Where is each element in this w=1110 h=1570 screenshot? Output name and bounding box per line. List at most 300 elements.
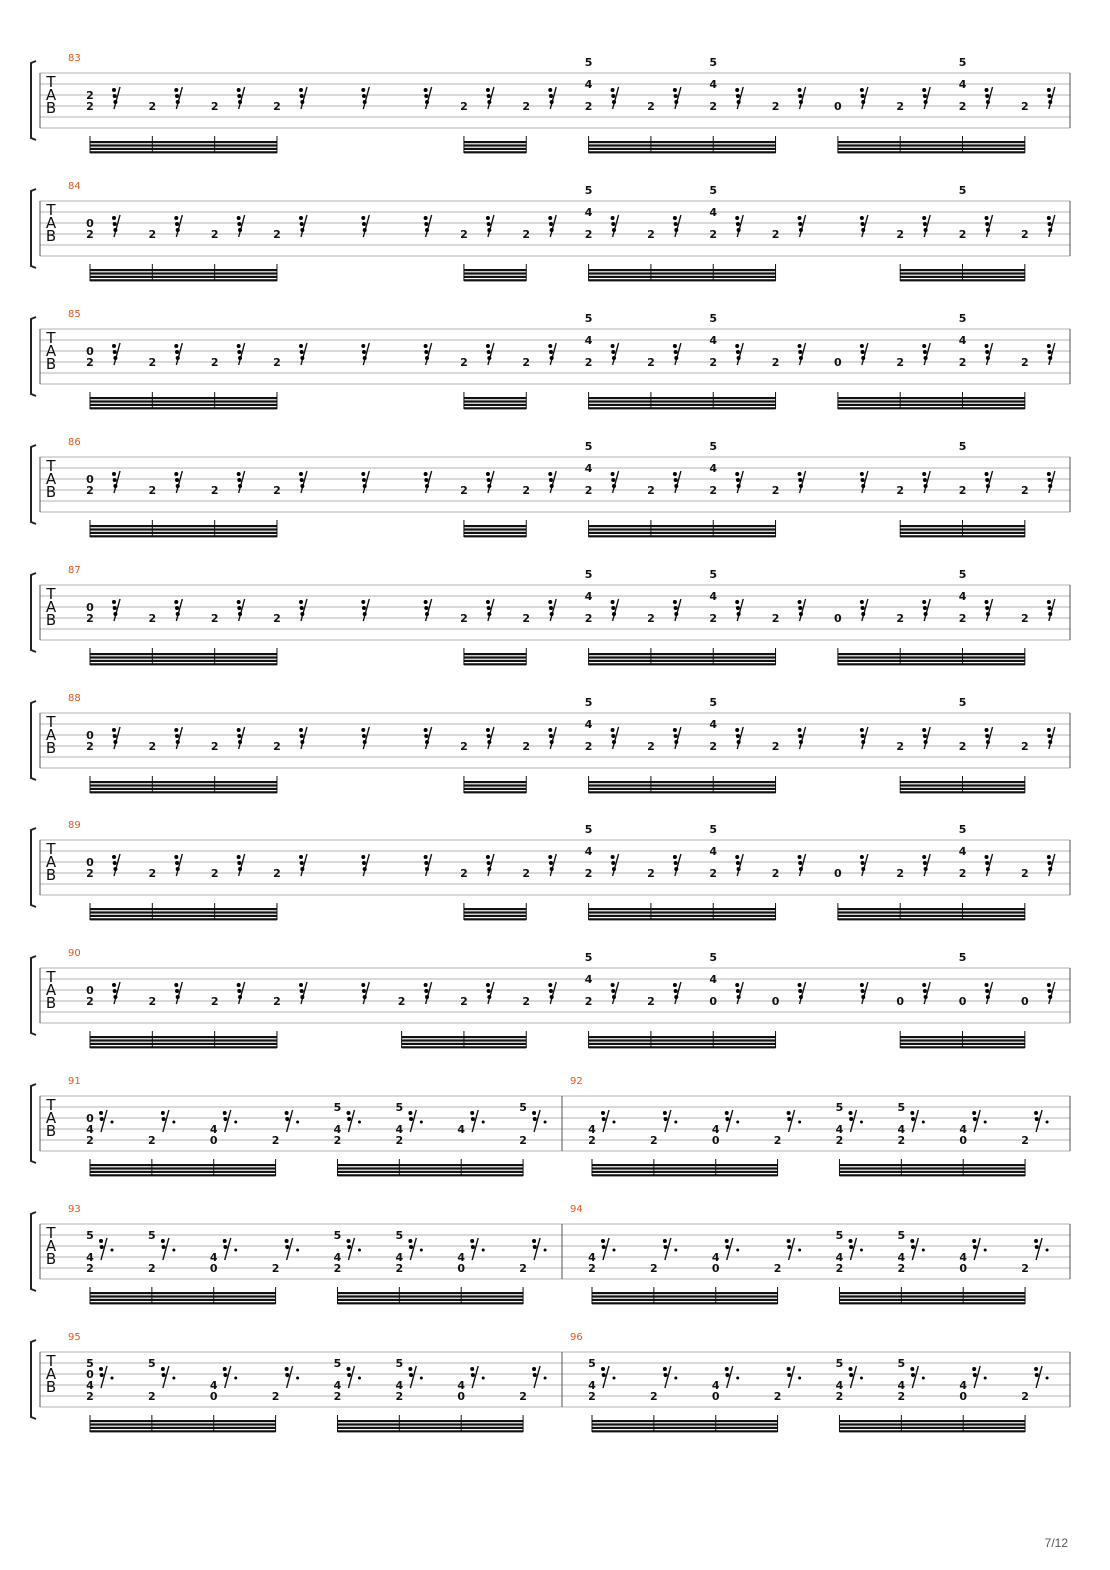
tab-system	[31, 181, 1070, 281]
beam	[589, 397, 776, 399]
tab-clef-letter: B	[45, 1250, 57, 1268]
beam	[90, 1427, 276, 1429]
fret-number: 2	[773, 1390, 782, 1403]
beam	[592, 1174, 778, 1176]
fret-number: 2	[709, 356, 718, 369]
fret-number: 4	[457, 1251, 466, 1264]
fret-number: 2	[148, 867, 157, 880]
fret-number: 5	[148, 1357, 156, 1370]
beam	[90, 911, 277, 913]
beam	[90, 528, 277, 530]
fret-number: 2	[273, 995, 281, 1008]
beam	[900, 272, 1025, 274]
fret-number: 2	[395, 1262, 404, 1275]
fret-number: 2	[273, 100, 281, 113]
tab-clef-letter: T	[46, 73, 56, 91]
beam	[839, 1167, 1025, 1169]
fret-number: 2	[1021, 1134, 1029, 1147]
fret-number: 2	[709, 484, 718, 497]
fret-number: 0	[834, 100, 842, 113]
beam	[592, 1164, 778, 1166]
fret-number: 4	[709, 718, 718, 731]
fret-number: 2	[709, 228, 718, 241]
fret-number: 2	[460, 995, 468, 1008]
fret-number: 0	[834, 612, 842, 625]
beam	[90, 525, 277, 527]
fret-number: 2	[522, 995, 531, 1008]
fret-number: 4	[709, 334, 718, 347]
measure-number: 95	[68, 1332, 81, 1343]
fret-number: 2	[647, 484, 655, 497]
fret-number: 4	[209, 1379, 218, 1392]
fret-number: 4	[584, 334, 593, 347]
fret-number: 2	[1021, 228, 1029, 241]
tab-clef-letter: T	[46, 840, 56, 858]
fret-number: 2	[835, 1134, 844, 1147]
beam	[838, 400, 1025, 402]
fret-number: 2	[86, 1134, 94, 1147]
fret-number: 5	[709, 568, 718, 581]
beam	[464, 908, 526, 910]
tab-clef-letter: A	[45, 214, 57, 232]
beam	[839, 1299, 1025, 1301]
fret-number: 4	[457, 1123, 466, 1136]
fret-number: 4	[958, 590, 967, 603]
fret-number: 2	[650, 1134, 658, 1147]
fret-number: 2	[958, 612, 967, 625]
beam	[90, 1420, 276, 1422]
beam	[839, 1427, 1025, 1429]
fret-number: 4	[711, 1379, 720, 1392]
tab-clef-letter: T	[46, 201, 56, 219]
beam	[464, 781, 526, 783]
fret-number: 4	[209, 1123, 218, 1136]
beam	[90, 791, 277, 793]
fret-number: 2	[522, 740, 531, 753]
fret-number: 5	[958, 56, 967, 69]
tab-clef-letter: A	[45, 342, 57, 360]
beam	[337, 1299, 523, 1301]
fret-number: 2	[210, 740, 219, 753]
fret-number: 2	[896, 740, 905, 753]
fret-number: 2	[210, 612, 219, 625]
fret-number: 2	[584, 740, 593, 753]
fret-number: 5	[584, 56, 593, 69]
tab-system	[31, 1076, 1070, 1176]
fret-number: 2	[588, 1390, 596, 1403]
fret-number: 2	[647, 867, 655, 880]
fret-number: 4	[584, 973, 593, 986]
fret-number: 2	[148, 995, 157, 1008]
fret-number: 2	[86, 484, 94, 497]
beam	[589, 528, 776, 530]
beam	[589, 781, 776, 783]
beam	[90, 656, 277, 658]
beam	[337, 1302, 523, 1304]
measure-number: 86	[68, 437, 81, 448]
beam	[589, 532, 776, 534]
fret-number: 2	[584, 995, 593, 1008]
fret-number: 0	[896, 995, 905, 1008]
fret-number: 2	[397, 995, 406, 1008]
beam	[90, 781, 277, 783]
fret-number: 4	[588, 1379, 596, 1392]
fret-number: 2	[271, 1134, 280, 1147]
fret-number: 2	[519, 1390, 527, 1403]
beam	[90, 918, 277, 920]
fret-number: 5	[395, 1357, 404, 1370]
beam	[90, 148, 277, 150]
beam	[464, 276, 526, 278]
fret-number: 2	[896, 612, 905, 625]
fret-number: 2	[773, 1134, 782, 1147]
tab-clef-letter: T	[46, 713, 56, 731]
beam	[589, 279, 776, 281]
fret-number: 4	[584, 590, 593, 603]
fret-number: 5	[709, 440, 718, 453]
fret-number: 5	[584, 696, 593, 709]
fret-number: 2	[896, 100, 905, 113]
beam	[337, 1423, 523, 1425]
fret-number: 5	[395, 1101, 404, 1114]
system-bracket	[31, 189, 36, 268]
measure-number: 93	[68, 1204, 81, 1215]
beam	[464, 269, 526, 271]
beam	[90, 144, 277, 146]
fret-number: 5	[958, 823, 967, 836]
fret-number: 2	[835, 1390, 844, 1403]
beam	[90, 1039, 277, 1041]
beam	[402, 1043, 527, 1045]
fret-number: 2	[148, 356, 157, 369]
beam	[592, 1427, 778, 1429]
beam	[839, 1174, 1025, 1176]
fret-number: 2	[647, 356, 655, 369]
fret-number: 2	[210, 995, 219, 1008]
fret-number: 2	[897, 1262, 906, 1275]
beam	[464, 272, 526, 274]
fret-number: 2	[958, 867, 967, 880]
tab-clef-letter: T	[46, 329, 56, 347]
tab-clef-letter: T	[46, 1352, 56, 1370]
fret-number: 2	[460, 228, 468, 241]
fret-number: 5	[86, 1357, 94, 1370]
beam	[464, 788, 526, 790]
fret-number: 4	[584, 78, 593, 91]
fret-number: 2	[86, 1262, 94, 1275]
beam	[838, 915, 1025, 917]
fret-number: 0	[958, 995, 967, 1008]
fret-number: 2	[835, 1262, 844, 1275]
system-bracket	[31, 61, 36, 140]
fret-number: 5	[958, 696, 967, 709]
fret-number: 2	[958, 100, 967, 113]
tab-clef-letter: A	[45, 470, 57, 488]
fret-number: 0	[711, 1134, 720, 1147]
fret-number: 4	[395, 1379, 404, 1392]
beam	[90, 1430, 276, 1432]
fret-number: 2	[647, 740, 655, 753]
fret-number: 2	[709, 867, 718, 880]
fret-number: 2	[1021, 100, 1029, 113]
beam	[464, 144, 526, 146]
beam	[464, 532, 526, 534]
fret-number: 4	[333, 1123, 342, 1136]
fret-number: 2	[519, 1262, 527, 1275]
fret-number: 5	[709, 823, 718, 836]
tab-clef-letter: B	[45, 1378, 57, 1396]
beam	[464, 915, 526, 917]
beam	[839, 1430, 1025, 1432]
fret-number: 4	[588, 1123, 596, 1136]
fret-number: 4	[897, 1379, 906, 1392]
beam	[337, 1171, 523, 1173]
beam	[900, 532, 1025, 534]
beam	[337, 1420, 523, 1422]
fret-number: 5	[584, 312, 593, 325]
fret-number: 4	[959, 1251, 968, 1264]
fret-number: 2	[1021, 1390, 1029, 1403]
fret-number: 5	[519, 1101, 527, 1114]
fret-number: 5	[709, 56, 718, 69]
fret-number: 0	[86, 217, 94, 230]
tab-clef-letter: A	[45, 86, 57, 104]
tab-system	[31, 693, 1070, 793]
beam	[838, 663, 1025, 665]
fret-number: 4	[835, 1379, 844, 1392]
beam	[90, 1164, 276, 1166]
tab-clef-letter: B	[45, 483, 57, 501]
fret-number: 4	[709, 845, 718, 858]
fret-number: 0	[209, 1390, 218, 1403]
fret-number: 5	[835, 1229, 844, 1242]
beam	[838, 407, 1025, 409]
fret-number: 2	[647, 612, 655, 625]
fret-number: 2	[588, 1134, 596, 1147]
fret-number: 2	[958, 740, 967, 753]
fret-number: 5	[148, 1229, 156, 1242]
tab-clef-letter: A	[45, 853, 57, 871]
fret-number: 2	[271, 1262, 280, 1275]
beam	[838, 144, 1025, 146]
fret-number: 5	[584, 823, 593, 836]
beam	[589, 918, 776, 920]
fret-number: 4	[584, 462, 593, 475]
fret-number: 2	[773, 1262, 782, 1275]
beam	[589, 911, 776, 913]
fret-number: 2	[148, 100, 157, 113]
fret-number: 0	[86, 473, 94, 486]
fret-number: 2	[522, 100, 531, 113]
system-bracket	[31, 956, 36, 1035]
fret-number: 2	[584, 100, 593, 113]
tab-system	[31, 1204, 1070, 1304]
beam	[838, 404, 1025, 406]
fret-number: 2	[86, 612, 94, 625]
fret-number: 2	[584, 484, 593, 497]
fret-number: 0	[86, 345, 94, 358]
fret-number: 4	[86, 1251, 94, 1264]
fret-number: 2	[86, 740, 94, 753]
fret-number: 2	[273, 228, 281, 241]
beam	[589, 276, 776, 278]
beam	[589, 269, 776, 271]
fret-number: 2	[522, 867, 531, 880]
measure-number: 94	[570, 1204, 583, 1215]
fret-number: 4	[709, 78, 718, 91]
beam	[589, 663, 776, 665]
beam	[900, 276, 1025, 278]
fret-number: 2	[86, 1390, 94, 1403]
beam	[589, 908, 776, 910]
beam	[589, 148, 776, 150]
fret-number: 2	[210, 867, 219, 880]
fret-number: 2	[588, 1262, 596, 1275]
beam	[464, 663, 526, 665]
fret-number: 4	[333, 1251, 342, 1264]
fret-number: 2	[273, 612, 281, 625]
fret-number: 4	[835, 1251, 844, 1264]
measure-number: 85	[68, 309, 81, 320]
beam	[90, 279, 277, 281]
tab-clef-letter: T	[46, 1096, 56, 1114]
beam	[838, 911, 1025, 913]
fret-number: 2	[709, 612, 718, 625]
fret-number: 4	[395, 1123, 404, 1136]
tab-clef-letter: T	[46, 457, 56, 475]
fret-number: 4	[709, 206, 718, 219]
tab-clef-letter: B	[45, 866, 57, 884]
beam	[464, 660, 526, 662]
fret-number: 5	[709, 184, 718, 197]
fret-number: 2	[86, 100, 94, 113]
measure-number: 83	[68, 53, 81, 64]
system-bracket	[31, 317, 36, 396]
fret-number: 5	[835, 1101, 844, 1114]
fret-number: 2	[86, 995, 94, 1008]
fret-number: 2	[333, 1390, 342, 1403]
beam	[592, 1423, 778, 1425]
fret-number: 2	[771, 867, 780, 880]
beam	[839, 1292, 1025, 1294]
beam	[90, 407, 277, 409]
beam	[589, 144, 776, 146]
beam	[464, 148, 526, 150]
fret-number: 5	[709, 951, 718, 964]
fret-number: 0	[209, 1134, 218, 1147]
tab-clef-letter: A	[45, 598, 57, 616]
fret-number: 2	[650, 1390, 658, 1403]
beam	[90, 784, 277, 786]
beam	[464, 653, 526, 655]
fret-number: 2	[273, 867, 281, 880]
fret-number: 2	[896, 484, 905, 497]
fret-number: 4	[958, 78, 967, 91]
fret-number: 2	[584, 356, 593, 369]
fret-number: 2	[210, 484, 219, 497]
fret-number: 2	[958, 356, 967, 369]
fret-number: 2	[958, 484, 967, 497]
fret-number: 2	[771, 612, 780, 625]
measure-number: 89	[68, 820, 81, 831]
beam	[838, 660, 1025, 662]
fret-number: 2	[522, 228, 531, 241]
beam	[337, 1295, 523, 1297]
beam	[90, 1043, 277, 1045]
fret-number: 4	[709, 462, 718, 475]
tab-clef-letter: B	[45, 994, 57, 1012]
measure-number: 91	[68, 1076, 81, 1087]
beam	[592, 1430, 778, 1432]
tab-system	[31, 1332, 1070, 1432]
fret-number: 4	[711, 1251, 720, 1264]
fret-number: 5	[958, 951, 967, 964]
fret-number: 2	[86, 228, 94, 241]
beam	[592, 1171, 778, 1173]
fret-number: 4	[709, 590, 718, 603]
tab-clef-letter: T	[46, 968, 56, 986]
tab-system	[31, 948, 1070, 1048]
measure-number: 84	[68, 181, 81, 192]
beam	[90, 1302, 276, 1304]
beam	[589, 407, 776, 409]
beam	[838, 148, 1025, 150]
beam	[900, 788, 1025, 790]
beam	[464, 407, 526, 409]
fret-number: 2	[647, 100, 655, 113]
beam	[90, 908, 277, 910]
beam	[402, 1036, 527, 1038]
fret-number: 2	[210, 356, 219, 369]
beam	[589, 141, 776, 143]
beam	[589, 535, 776, 537]
fret-number: 0	[709, 995, 718, 1008]
system-bracket	[31, 1084, 36, 1163]
beam	[464, 400, 526, 402]
beam	[589, 525, 776, 527]
beam	[90, 653, 277, 655]
fret-number: 5	[86, 1229, 94, 1242]
beam	[589, 1043, 776, 1045]
fret-number: 2	[650, 1262, 658, 1275]
fret-number: 2	[709, 740, 718, 753]
beam	[592, 1167, 778, 1169]
beam	[838, 151, 1025, 153]
fret-number: 0	[1021, 995, 1029, 1008]
fret-number: 0	[711, 1262, 720, 1275]
beam	[464, 141, 526, 143]
tab-system	[31, 53, 1070, 153]
beam	[589, 404, 776, 406]
fret-number: 5	[835, 1357, 844, 1370]
beam	[90, 1046, 277, 1048]
beam	[589, 915, 776, 917]
fret-number: 2	[647, 228, 655, 241]
beam	[589, 653, 776, 655]
tab-clef-letter: A	[45, 1237, 57, 1255]
fret-number: 0	[711, 1390, 720, 1403]
tab-clef-letter: A	[45, 726, 57, 744]
beam	[900, 781, 1025, 783]
fret-number: 2	[460, 740, 468, 753]
fret-number: 4	[584, 845, 593, 858]
measure-number: 96	[570, 1332, 583, 1343]
fret-number: 2	[460, 867, 468, 880]
beam	[90, 660, 277, 662]
fret-number: 5	[333, 1229, 342, 1242]
beam	[592, 1295, 778, 1297]
fret-number: 4	[709, 973, 718, 986]
